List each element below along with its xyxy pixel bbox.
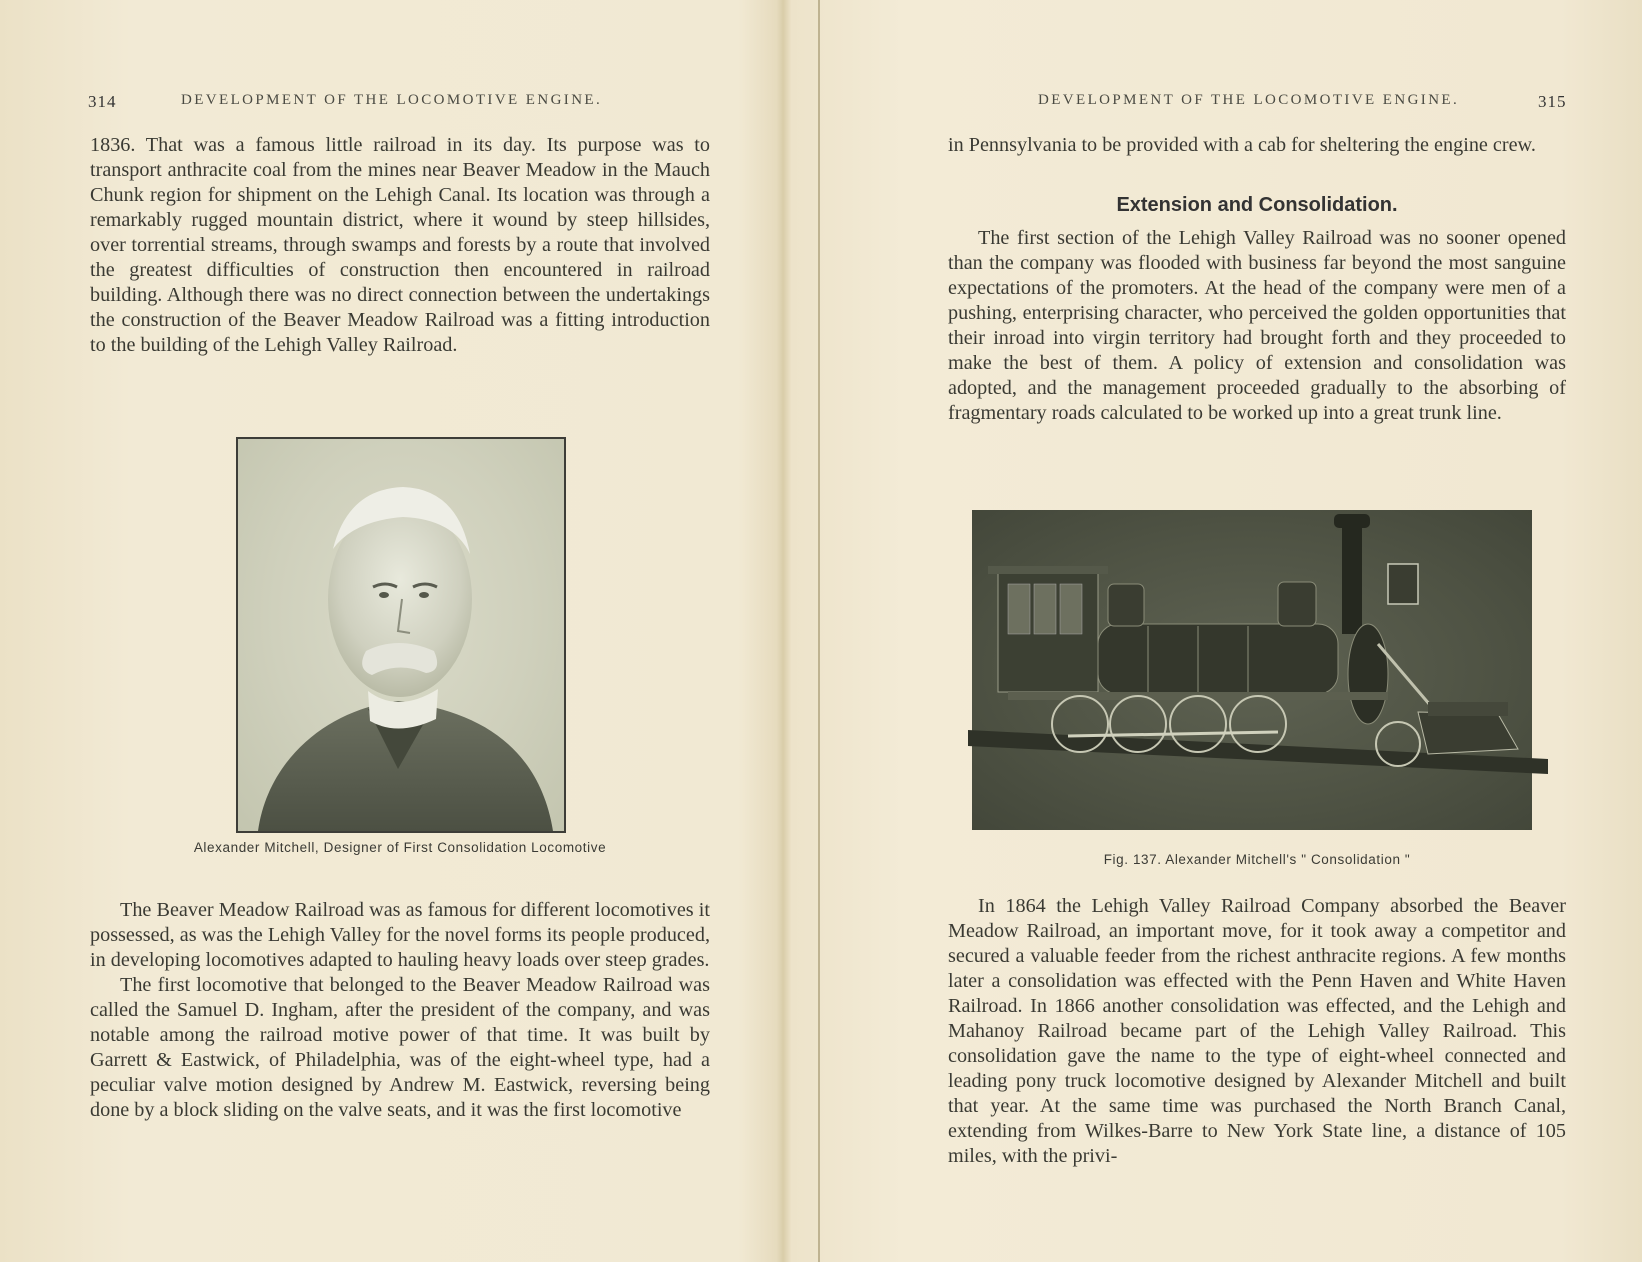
locomotive-figure — [972, 510, 1532, 830]
paragraph: The first locomotive that belonged to the Beaver Meadow Railroad was called the Samuel D. Ingham, after the president of the company, and was notable among the railroad motive power of that time. It was built by Garrett & Eastwick, of Philadelphia, was of the eight-wheel type, had a peculiar valve motion designed by Andrew M. Eastwick, reversing being done by a block sliding on the valve seats, and it was the first locomotive — [90, 974, 710, 1121]
body-text-top — [90, 133, 710, 358]
portrait-caption: Alexander Mitchell, Designer of First Consolidation Locomotive — [193, 840, 607, 855]
portrait-photograph — [238, 439, 564, 831]
body-text-top — [948, 226, 1566, 426]
running-head: DEVELOPMENT OF THE LOCOMOTIVE ENGINE. — [1038, 92, 1460, 108]
body-text-bottom — [948, 894, 1566, 1169]
portrait-figure — [236, 437, 566, 833]
locomotive-photograph — [958, 474, 1558, 814]
page-number: 314 — [88, 92, 117, 111]
paragraph: In 1864 the Lehigh Valley Railroad Company absorbed the Beaver Meadow Railroad, an important move, for it took away a competitor and secured a valuable feeder from the richest anthracite regions. A few months later a consolidation was effected with the Penn Haven and White Haven Railroad. In 1866 another consolidation was effected, and the Lehigh and Mahanoy Railroad became part of the Lehigh Valley Railroad. This consolidation gave the name to the type of eight-wheel connected and leading pony truck locomotive designed by Alexander Mitchell and built that year. At the same time was purchased the North Branch Canal, extending from Wilkes-Barre to New York State line, a distance of 105 miles, with the privi- — [948, 895, 1566, 1167]
paragraph: 1836. That was a famous little railroad in its day. Its purpose was to transport anthracite coal from the mines near Beaver Meadow in the Mauch Chunk region for shipment on the Lehigh Canal. Its location was through a remarkably rugged mountain district, where it wound by steep hillsides, over torrential streams, through swamps and forests by a route that involved the greatest difficulties of construction then encountered in railroad building. Although there was no direct connection between the undertakings the construction of the Beaver Meadow Railroad was a fitting introduction to the building of the Lehigh Valley Railroad. — [90, 134, 710, 356]
page-number: 315 — [1538, 92, 1567, 111]
left-page — [0, 0, 818, 1262]
book-gutter — [818, 0, 820, 1262]
body-text-bottom — [90, 898, 710, 1123]
paragraph: in Pennsylvania to be provided with a cab for sheltering the engine crew. — [948, 134, 1536, 156]
body-text-continued — [948, 133, 1566, 158]
paragraph: The first section of the Lehigh Valley Railroad was no sooner opened than the company was flooded with business far beyond the most sanguine expectations of the promoters. At the head of the company were men of a pushing, enterprising character, who perceived the golden opportunities that their inroad into virgin territory had brought forth and they proceeded to make the best of them. A policy of extension and consolidation was adopted, and the management proceeded gradually to the absorbing of fragmentary roads calculated to be worked up into a great trunk line. — [948, 227, 1566, 424]
locomotive-caption: Fig. 137. Alexander Mitchell's " Consolidation " — [1103, 852, 1411, 867]
paragraph: The Beaver Meadow Railroad was as famous for different locomotives it possessed, as was the Lehigh Valley for the novel forms its people produced, in developing locomotives adapted to hauling heavy loads over steep grades. — [90, 899, 710, 971]
running-head: DEVELOPMENT OF THE LOCOMOTIVE ENGINE. — [181, 92, 603, 108]
section-heading: Extension and Consolidation. — [1116, 194, 1398, 216]
